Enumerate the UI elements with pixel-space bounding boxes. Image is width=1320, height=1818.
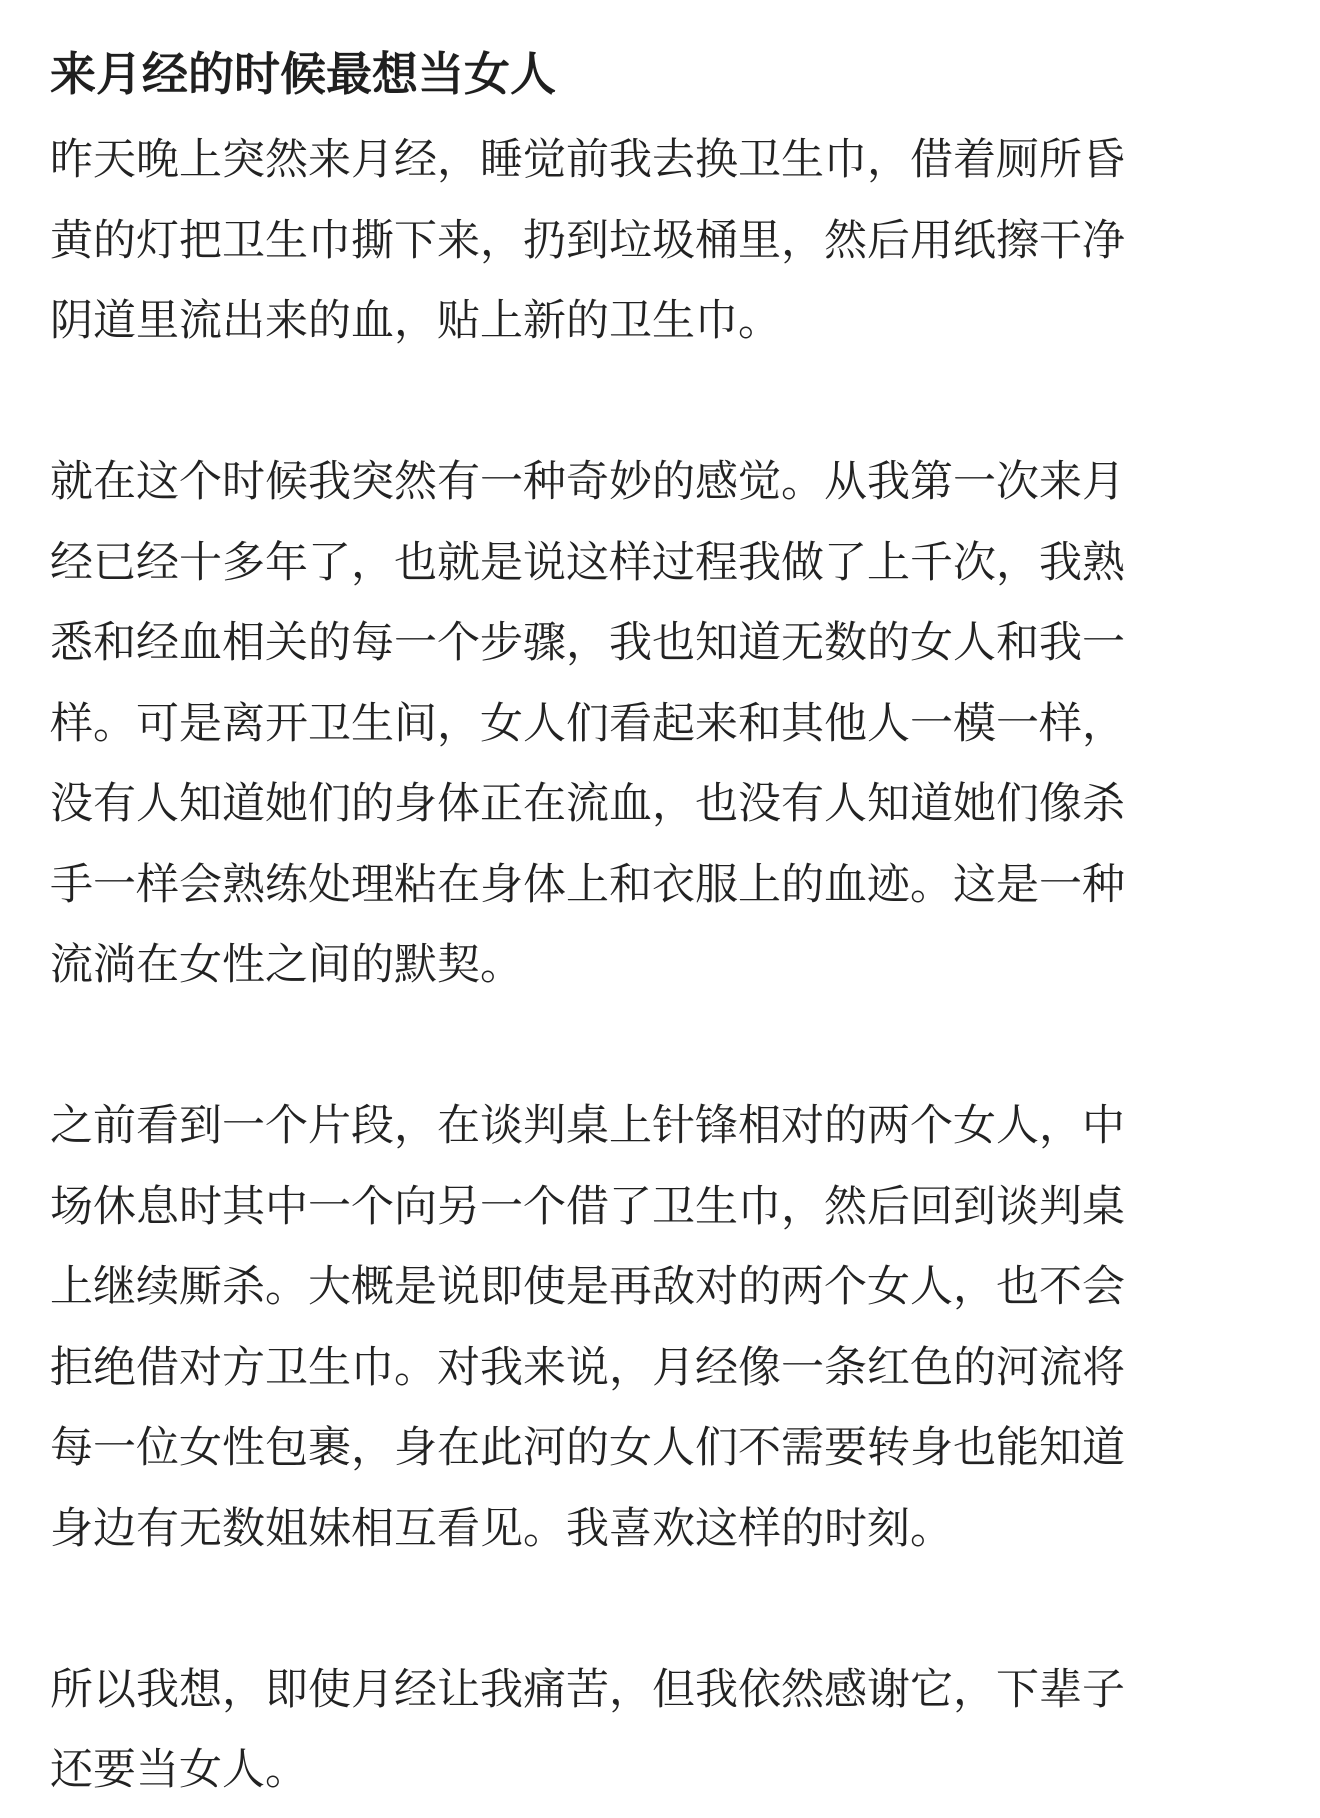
paragraph-line: 经已经十多年了，也就是说这样过程我做了上千次，我熟 — [50, 537, 1125, 588]
paragraph-line: 手一样会熟练处理粘在身体上和衣服上的血迹。这是一种 — [50, 859, 1125, 910]
paragraph-line: 流淌在女性之间的默契。 — [50, 940, 523, 990]
paragraph-line: 上继续厮杀。大概是说即使是再敌对的两个女人，也不会 — [50, 1262, 1125, 1312]
paragraph-line: 身边有无数姐妹相互看见。我喜欢这样的时刻。 — [50, 1503, 953, 1554]
paragraph-4 — [50, 1650, 1280, 1811]
paragraph-line: 悉和经血相关的每一个步骤，我也知道无数的女人和我一 — [50, 618, 1125, 668]
paragraph-line: 昨天晚上突然来月经，睡觉前我去换卫生巾，借着厕所昏 — [50, 135, 1125, 185]
paragraph-spacer — [50, 1006, 1280, 1087]
paragraph-line: 还要当女人。 — [50, 1745, 308, 1795]
article-title: 来月经的时候最想当女人 — [50, 47, 556, 101]
paragraph-3 — [50, 1086, 1280, 1569]
paragraph-line: 阴道里流出来的血，贴上新的卫生巾。 — [50, 296, 781, 346]
paragraph-line: 场休息时其中一个向另一个借了卫生巾，然后回到谈判桌 — [50, 1181, 1125, 1232]
paragraph-2 — [50, 442, 1280, 1006]
paragraph-line: 所以我想，即使月经让我痛苦，但我依然感谢它，下辈子 — [50, 1664, 1125, 1715]
paragraph-line: 之前看到一个片段，在谈判桌上针锋相对的两个女人，中 — [50, 1101, 1125, 1151]
paragraph-1 — [50, 120, 1280, 362]
paragraph-spacer — [50, 362, 1280, 443]
paragraph-line: 没有人知道她们的身体正在流血，也没有人知道她们像杀 — [50, 779, 1125, 829]
paragraph-line: 拒绝借对方卫生巾。对我来说，月经像一条红色的河流将 — [50, 1342, 1125, 1393]
paragraph-line: 黄的灯把卫生巾撕下来，扔到垃圾桶里，然后用纸擦干净 — [50, 215, 1125, 266]
paragraph-line: 就在这个时候我突然有一种奇妙的感觉。从我第一次来月 — [50, 457, 1125, 507]
paragraph-spacer — [50, 1569, 1280, 1650]
paragraph-line: 每一位女性包裹，身在此河的女人们不需要转身也能知道 — [50, 1423, 1125, 1473]
article — [50, 28, 1280, 1811]
paragraph-line: 样。可是离开卫生间，女人们看起来和其他人一模一样， — [50, 698, 1125, 749]
